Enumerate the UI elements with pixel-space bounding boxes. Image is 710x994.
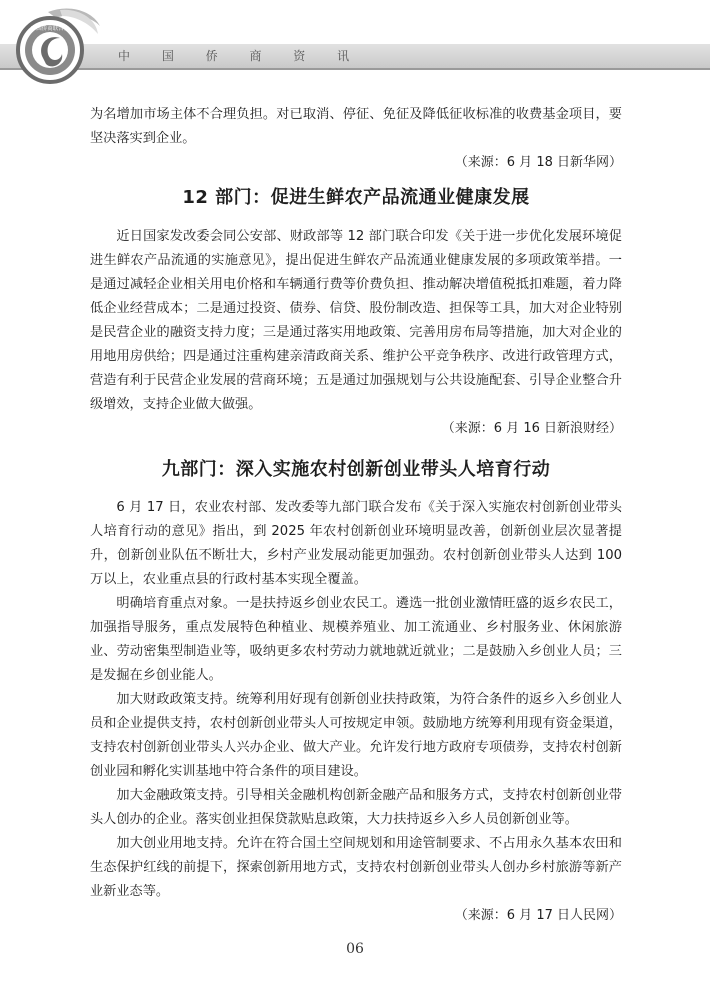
article-1-title: 12 部门：促进生鲜农产品流通业健康发展 (182, 187, 530, 208)
article-1-source: （来源：6 月 16 日新浪财经） (441, 421, 622, 436)
header-title: 中 国 侨 商 资 讯 (118, 49, 364, 63)
article-2-paragraph-4: 加大金融政策支持。引导相关金融机构创新金融产品和服务方式，支持农村创新创业带头人创办的企业。落实创业担保贷款贴息政策，大力扶持返乡入乡人员创新创业等。 (90, 788, 622, 827)
intro-section (90, 103, 622, 175)
intro-source: （来源：6 月 18 日新华网） (454, 155, 622, 170)
page-number: 06 (346, 941, 364, 957)
publication-logo-icon (8, 4, 108, 94)
article-2-body (90, 496, 622, 928)
article-2-paragraph-5: 加大创业用地支持。允许在符合国土空间规划和用途管制要求、不占用永久基本农田和生态保护红线的前提下，探索创新用地方式，支持农村创新创业带头人创办乡村旅游等新产业新业态等。 (90, 836, 622, 899)
article-1-body (90, 225, 622, 441)
article-2-paragraph-2: 明确培育重点对象。一是扶持返乡创业农民工。遴选一批创业激情旺盛的返乡农民工，加强指导服务，重点发展特色种植业、规模养殖业、加工流通业、乡村服务业、休闲旅游业、劳动密集型制造业等，吸纳更多农村劳动力就地就近就业；二是鼓励入乡创业人员；三是发掘在乡创业能人。 (90, 596, 622, 683)
logo-text: 中国侨商联合会 (30, 26, 70, 32)
article-2-paragraph-1: 6 月 17 日，农业农村部、发改委等九部门联合发布《关于深入实施农村创新创业带头人培育行动的意见》指出，到 2025 年农村创新创业环境明显改善，创新创业层次显著提升，创新创业队伍不断壮大，乡村产业发展动能更加强劲。农村创新创业带头人达到 100 万以上，农业重点县的行政村基本实现全覆盖。 (90, 500, 623, 587)
article-1-paragraph: 近日国家发改委会同公安部、财政部等 12 部门联合印发《关于进一步优化发展环境促进生鲜农产品流通的实施意见》，提出促进生鲜农产品流通业健康发展的多项政策举措。一是通过减轻企业相关用电价格和车辆通行费等价费负担、推动解决增值税抵扣难题，着力降低企业经营成本；二是通过投资、债券、信贷、股份制改造、担保等工具，加大对企业特别是民营企业的融资支持力度；三是通过落实用地政策、完善用房布局等措施，加大对企业的用地用房供给；四是通过注重构建亲清政商关系、维护公平竞争秩序、改进行政管理方式，营造有利于民营企业发展的营商环境；五是通过加强规划与公共设施配套、引导企业整合升级增效，支持企业做大做强。 (90, 229, 622, 412)
article-2-paragraph-3: 加大财政政策支持。统筹利用好现有创新创业扶持政策，为符合条件的返乡入乡创业人员和企业提供支持，农村创新创业带头人可按规定申领。鼓励地方统筹利用现有资金渠道，支持农村创新创业带头人兴办企业、做大产业。允许发行地方政府专项债券，支持农村创新创业园和孵化实训基地中符合条件的项目建设。 (90, 692, 622, 779)
page-header (0, 0, 710, 90)
article-2-title: 九部门：深入实施农村创新创业带头人培育行动 (161, 459, 551, 480)
article-2-heading (90, 456, 622, 484)
article-2-source: （来源：6 月 17 日人民网） (454, 908, 622, 923)
article-1-heading (90, 184, 622, 212)
intro-paragraph: 为名增加市场主体不合理负担。对已取消、停征、免征及降低征收标准的收费基金项目，要坚决落实到企业。 (90, 107, 622, 146)
